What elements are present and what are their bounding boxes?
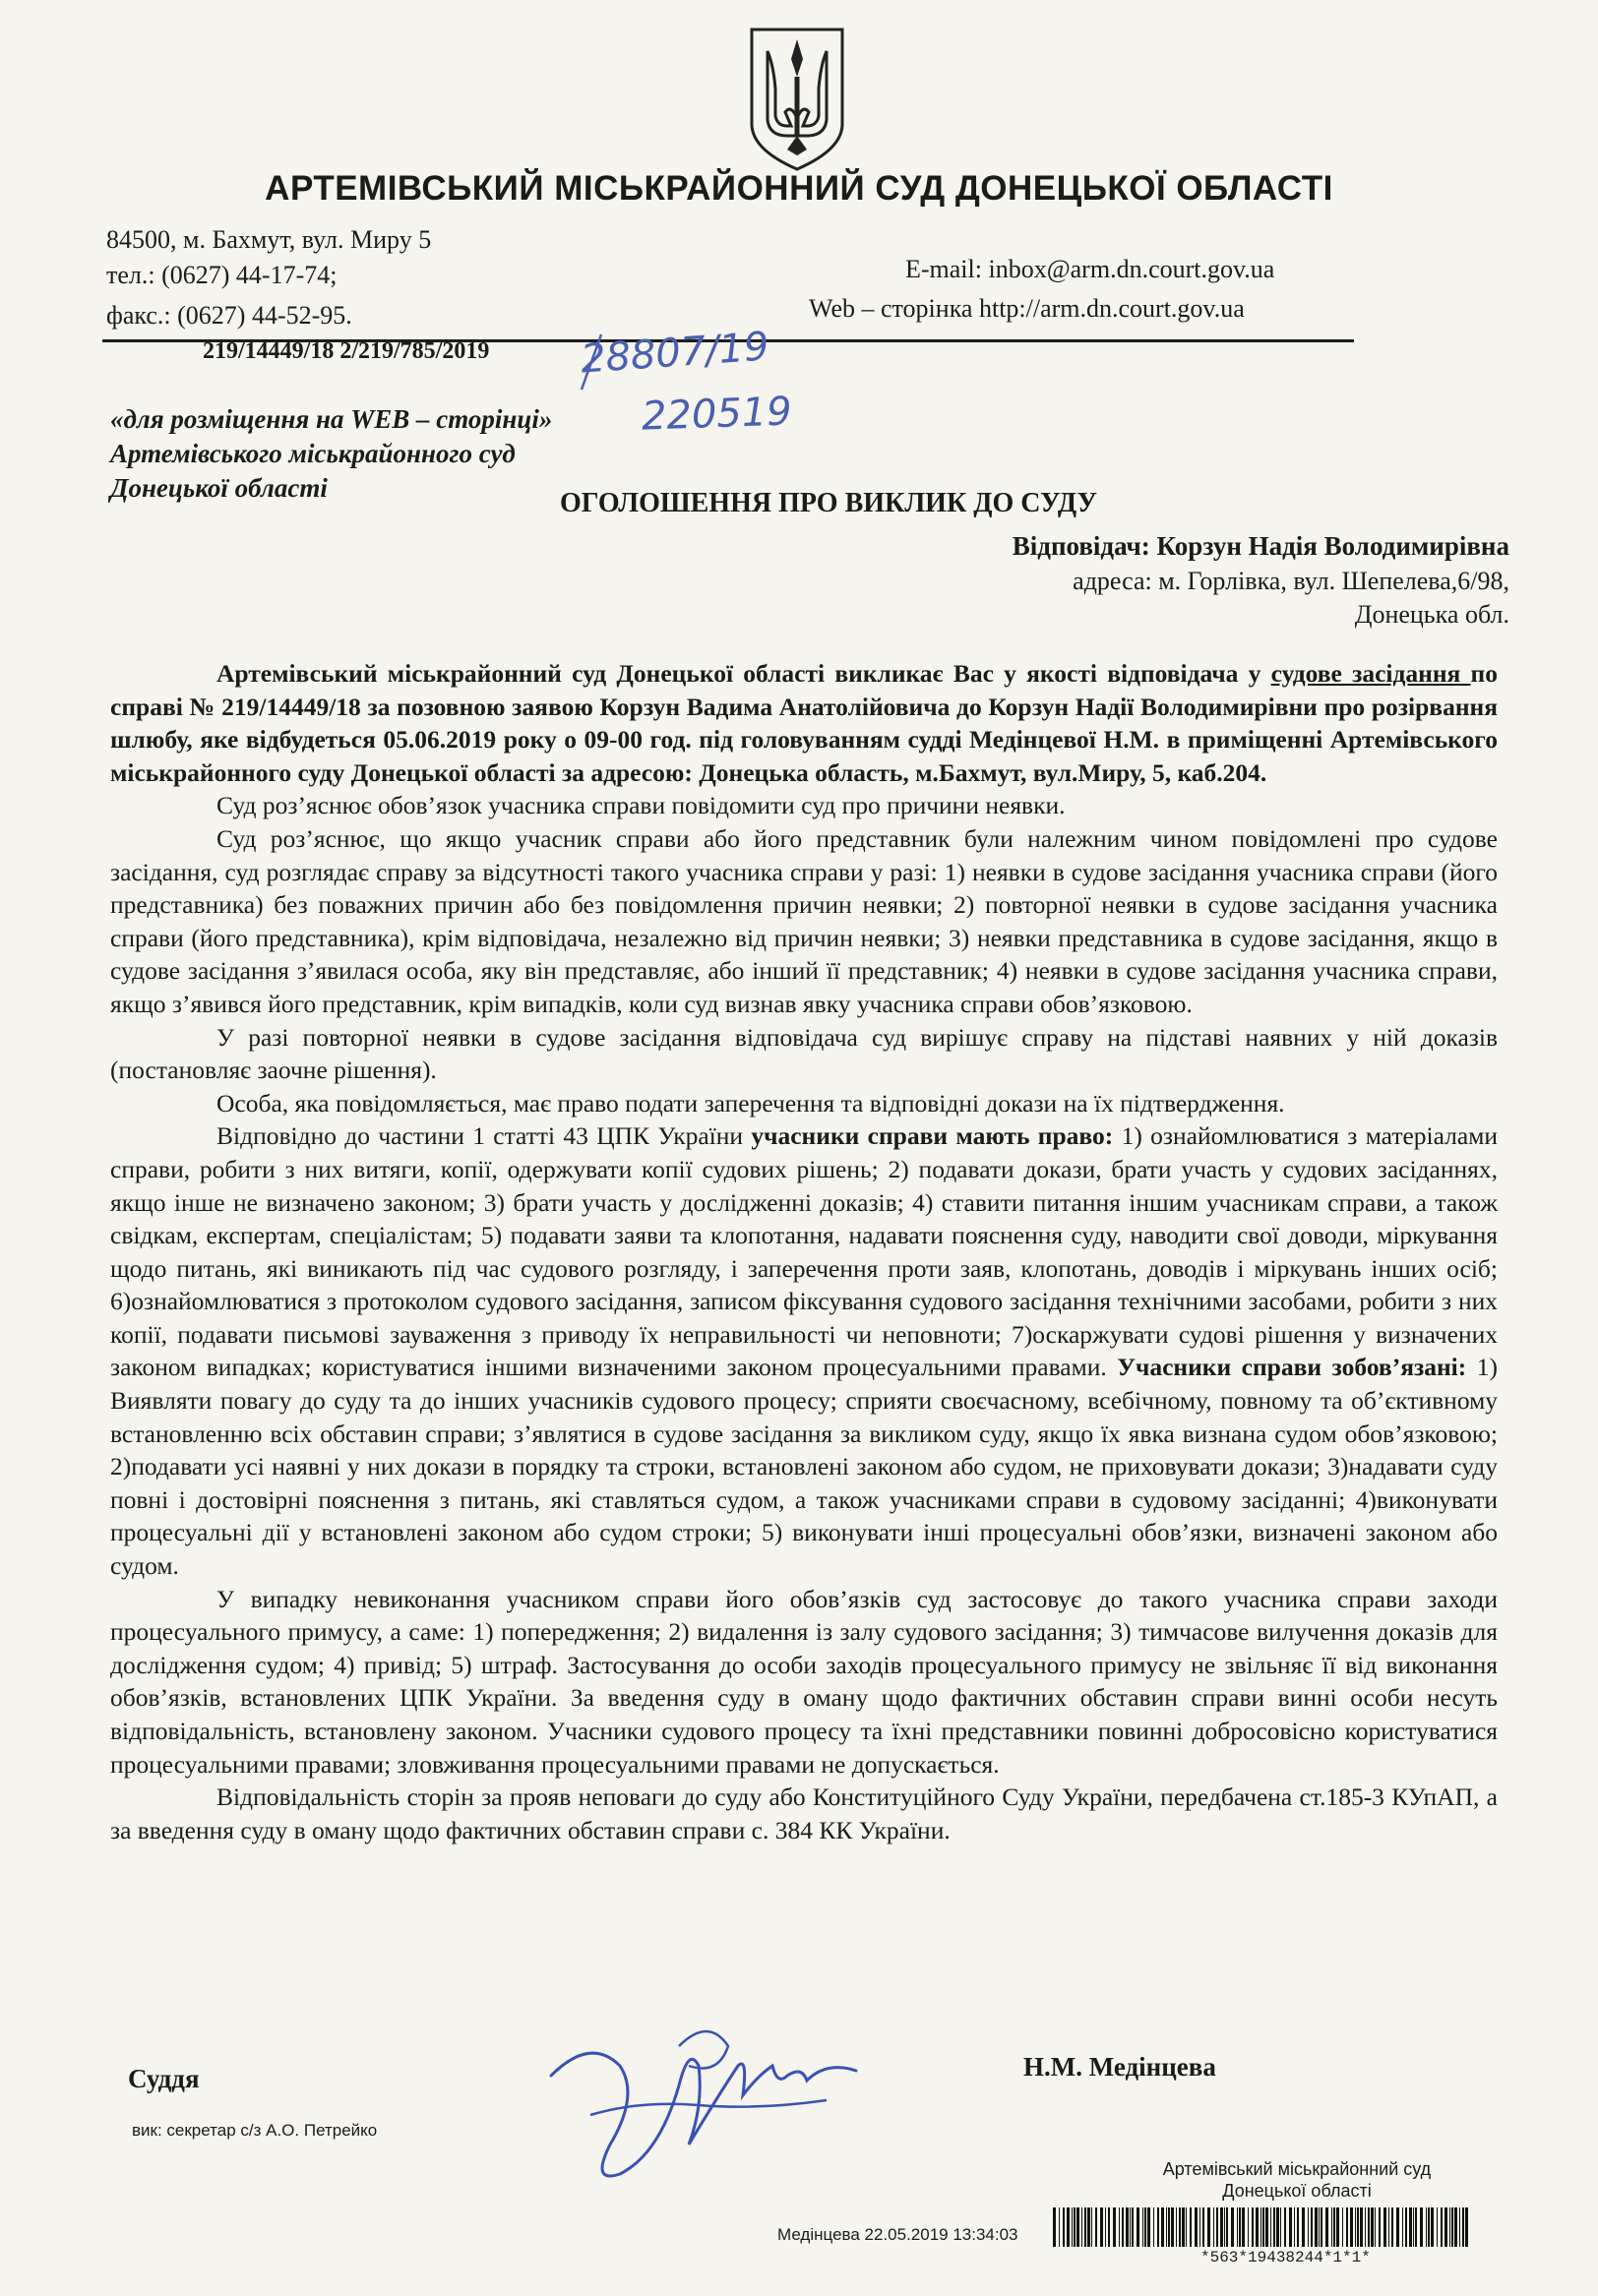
respondent-address: адреса: м. Горлівка, вул. Шепелева,6/98, xyxy=(1073,567,1509,595)
paragraph-liability: Відповідальність сторін за прояв неповаги до суду або Конституційного Суду України, передбачена ст.185-3 КУпАП, а за введення суду в оману щодо фактичних обставин справи с. 384 КК України. xyxy=(110,1782,1498,1844)
paragraph-absence-duty: Суд роз’яснює обов’язок учасника справи повідомити суд про причини неявки. xyxy=(216,791,1066,820)
summons-underlined: судове засідання xyxy=(1270,659,1471,688)
handwritten-registration-number: 28807/19 xyxy=(579,324,770,383)
web-placement-court: Артемівського міськрайонного суд xyxy=(110,439,516,468)
executor-note: вик: секретар с/з А.О. Петрейко xyxy=(132,2121,378,2140)
stamp-court-region: Донецької області xyxy=(1222,2181,1372,2201)
rights-list: 1) ознайомлюватися з матеріалами справи, робити з них витяги, копії, одержувати копії судових рішень; 2) подавати докази, брати участь у судових засіданнях, якщо інше не визначено законом; 3) брати участь у дослідженні доказів; 4) ставити питання іншим учасникам справи, а також свідкам, експертам, спеціалістам; 5) подавати заяви та клопотання, надавати пояснення суду, наводити свої доводи, міркування щодо питань, які виникають під час судового розгляду, і заперечення проти заяв, клопотань, доводів і міркувань інших осіб; 6)ознайомлюватися з протоколом судового засідання, записом фіксування судового засідання технічними засобами, робити з них копії, подавати письмові зауваження з приводу їх неправильності чи неповноти; 7)оскаржувати судові рішення у визначених законом випадках; користуватися іншими визначеними законом процесуальними правами. xyxy=(110,1121,1498,1382)
judge-title: Суддя xyxy=(128,2064,200,2093)
court-fax: факс.: (0627) 44-52-95. xyxy=(106,301,352,330)
coat-of-arms-emblem xyxy=(748,26,846,171)
duties-heading: Учасники справи зобов’язані: xyxy=(1117,1353,1467,1382)
judge-signature xyxy=(531,2007,866,2204)
stamp-timestamp: Медінцева 22.05.2019 13:34:03 xyxy=(777,2225,1018,2244)
court-website: Web – сторінка http://arm.dn.court.gov.ua xyxy=(809,294,1245,323)
rights-heading: учасники справи мають право: xyxy=(751,1121,1114,1151)
court-name: АРТЕМІВСЬКИЙ МІСЬКРАЙОННИЙ СУД ДОНЕЦЬКОЇ ОБЛАСТІ xyxy=(265,169,1333,208)
paragraph-absence-rules: Суд роз’яснює, що якщо учасник справи або його представник були належним чином повідомлені про судове засідання, суд розглядає справу за відсутності такого учасника справи у разі: 1) неявки в судове засідання учасника справи (його представника) без поважних причин або без повідомлення причин неявки; 2) повторної неявки в судове засідання учасника справи (його представника), крім відповідача, незалежно від причин неявки; 3) неявки представника в судове засідання, якщо в судове засідання з’явилася особа, яку він представляє, або інший її представник; 4) неявки в судове засідання учасника справи, якщо з’явився його представник, крім випадків, коли суд визнав явку учасника справи обов’язковою. xyxy=(110,823,1498,1018)
stamp-court-name: Артемівський міськрайонний суд xyxy=(1162,2159,1432,2179)
document-title: ОГОЛОШЕННЯ ПРО ВИКЛИК ДО СУДУ xyxy=(559,488,1098,518)
web-placement-note: «для розміщення на WEB – сторінці» xyxy=(110,404,553,434)
paragraph-rights-duties xyxy=(110,1119,1498,1582)
notice-body xyxy=(110,657,1498,1846)
rights-intro: Відповідно до частини 1 статті 43 ЦПК України xyxy=(216,1121,752,1151)
paragraph-repeat-absence: У разі повторної неявки в судове засідання відповідача суд вирішує справу на підставі наявних у ній доказів (постановляє заочне рішення). xyxy=(110,1022,1498,1085)
paragraph-coercion: У випадку невиконання учасником справи його обов’язків суд застосовує до такого учасника справи заходи процесуального примусу, а саме: 1) попередження; 2) видалення із залу судового засідання; 3) тимчасове вилучення доказів для дослідження судом; 4) привід; 5) штраф. Застосування до особи заходів процесуального примусу не звільняє її від виконання обов’язків, встановлених ЦПК України. За введення суду в оману щодо фактичних обставин справи винні особи несуть відповідальність, встановлену законом. Учасники судового процесу та їхні представники повинні добросовісно користуватися процесуальними правами; зловживання процесуальними правами не допускається. xyxy=(110,1584,1498,1779)
respondent-region: Донецька обл. xyxy=(1354,600,1509,629)
court-phone: тел.: (0627) 44-17-74; xyxy=(106,261,338,289)
court-address: 84500, м. Бахмут, вул. Миру 5 xyxy=(106,225,432,254)
respondent-name: Відповідач: Корзун Надія Володимирівна xyxy=(1012,531,1509,561)
court-stamp xyxy=(1139,2158,1454,2202)
summons-paragraph xyxy=(110,657,1498,789)
barcode-number: *563*19438244*1*1* xyxy=(1200,2249,1371,2266)
court-email: E-mail: inbox@arm.dn.court.gov.ua xyxy=(905,255,1275,283)
summons-text-b: по справі № 219/14449/18 за позовною заявою Корзун Вадима Анатолійовича до Корзун Надії Володимирівни про розірвання шлюбу, яке відбудеться 05.06.2019 року о 09-00 год. під головуванням судді Медінцевої Н.М. в приміщенні Артемівського міськрайонного суду Донецької області за адресою: Донецька область, м.Бахмут, вул.Миру, 5, каб.204. xyxy=(110,659,1498,787)
handwritten-date: 220519 xyxy=(641,389,793,440)
document-barcode xyxy=(1053,2207,1468,2247)
duties-list: 1) Виявляти повагу до суду та до інших учасників судового процесу; сприяти своєчасному, всебічному, повному та об’єктивному встановленню всіх обставин справи; з’являтися в судове засідання за викликом суду, якщо їх явка визнана судом обов’язковою; 2)подавати усі наявні у них докази в порядку та строки, встановлені законом або судом, не приховувати докази; 3)надавати суду повні і достовірні пояснення з питань, які ставляться судом, а також учасниками справи в судовому засіданні; 4)виконувати процесуальні дії у встановлені законом або судом строки; 5) виконувати інші процесуальні обов’язки, визначені законом або судом. xyxy=(110,1353,1498,1581)
case-numbers: 219/14449/18 2/219/785/2019 xyxy=(203,338,490,364)
paragraph-right-to-object: Особа, яка повідомляється, має право подати заперечення та відповідні докази на їх підтвердження. xyxy=(216,1088,1285,1118)
summons-text-a: Артемівський міськрайонний суд Донецької області викликає Вас у якості відповідача у xyxy=(216,659,1271,688)
web-placement-region: Донецької області xyxy=(110,473,328,503)
judge-name: Н.М. Медінцева xyxy=(1023,2052,1216,2082)
